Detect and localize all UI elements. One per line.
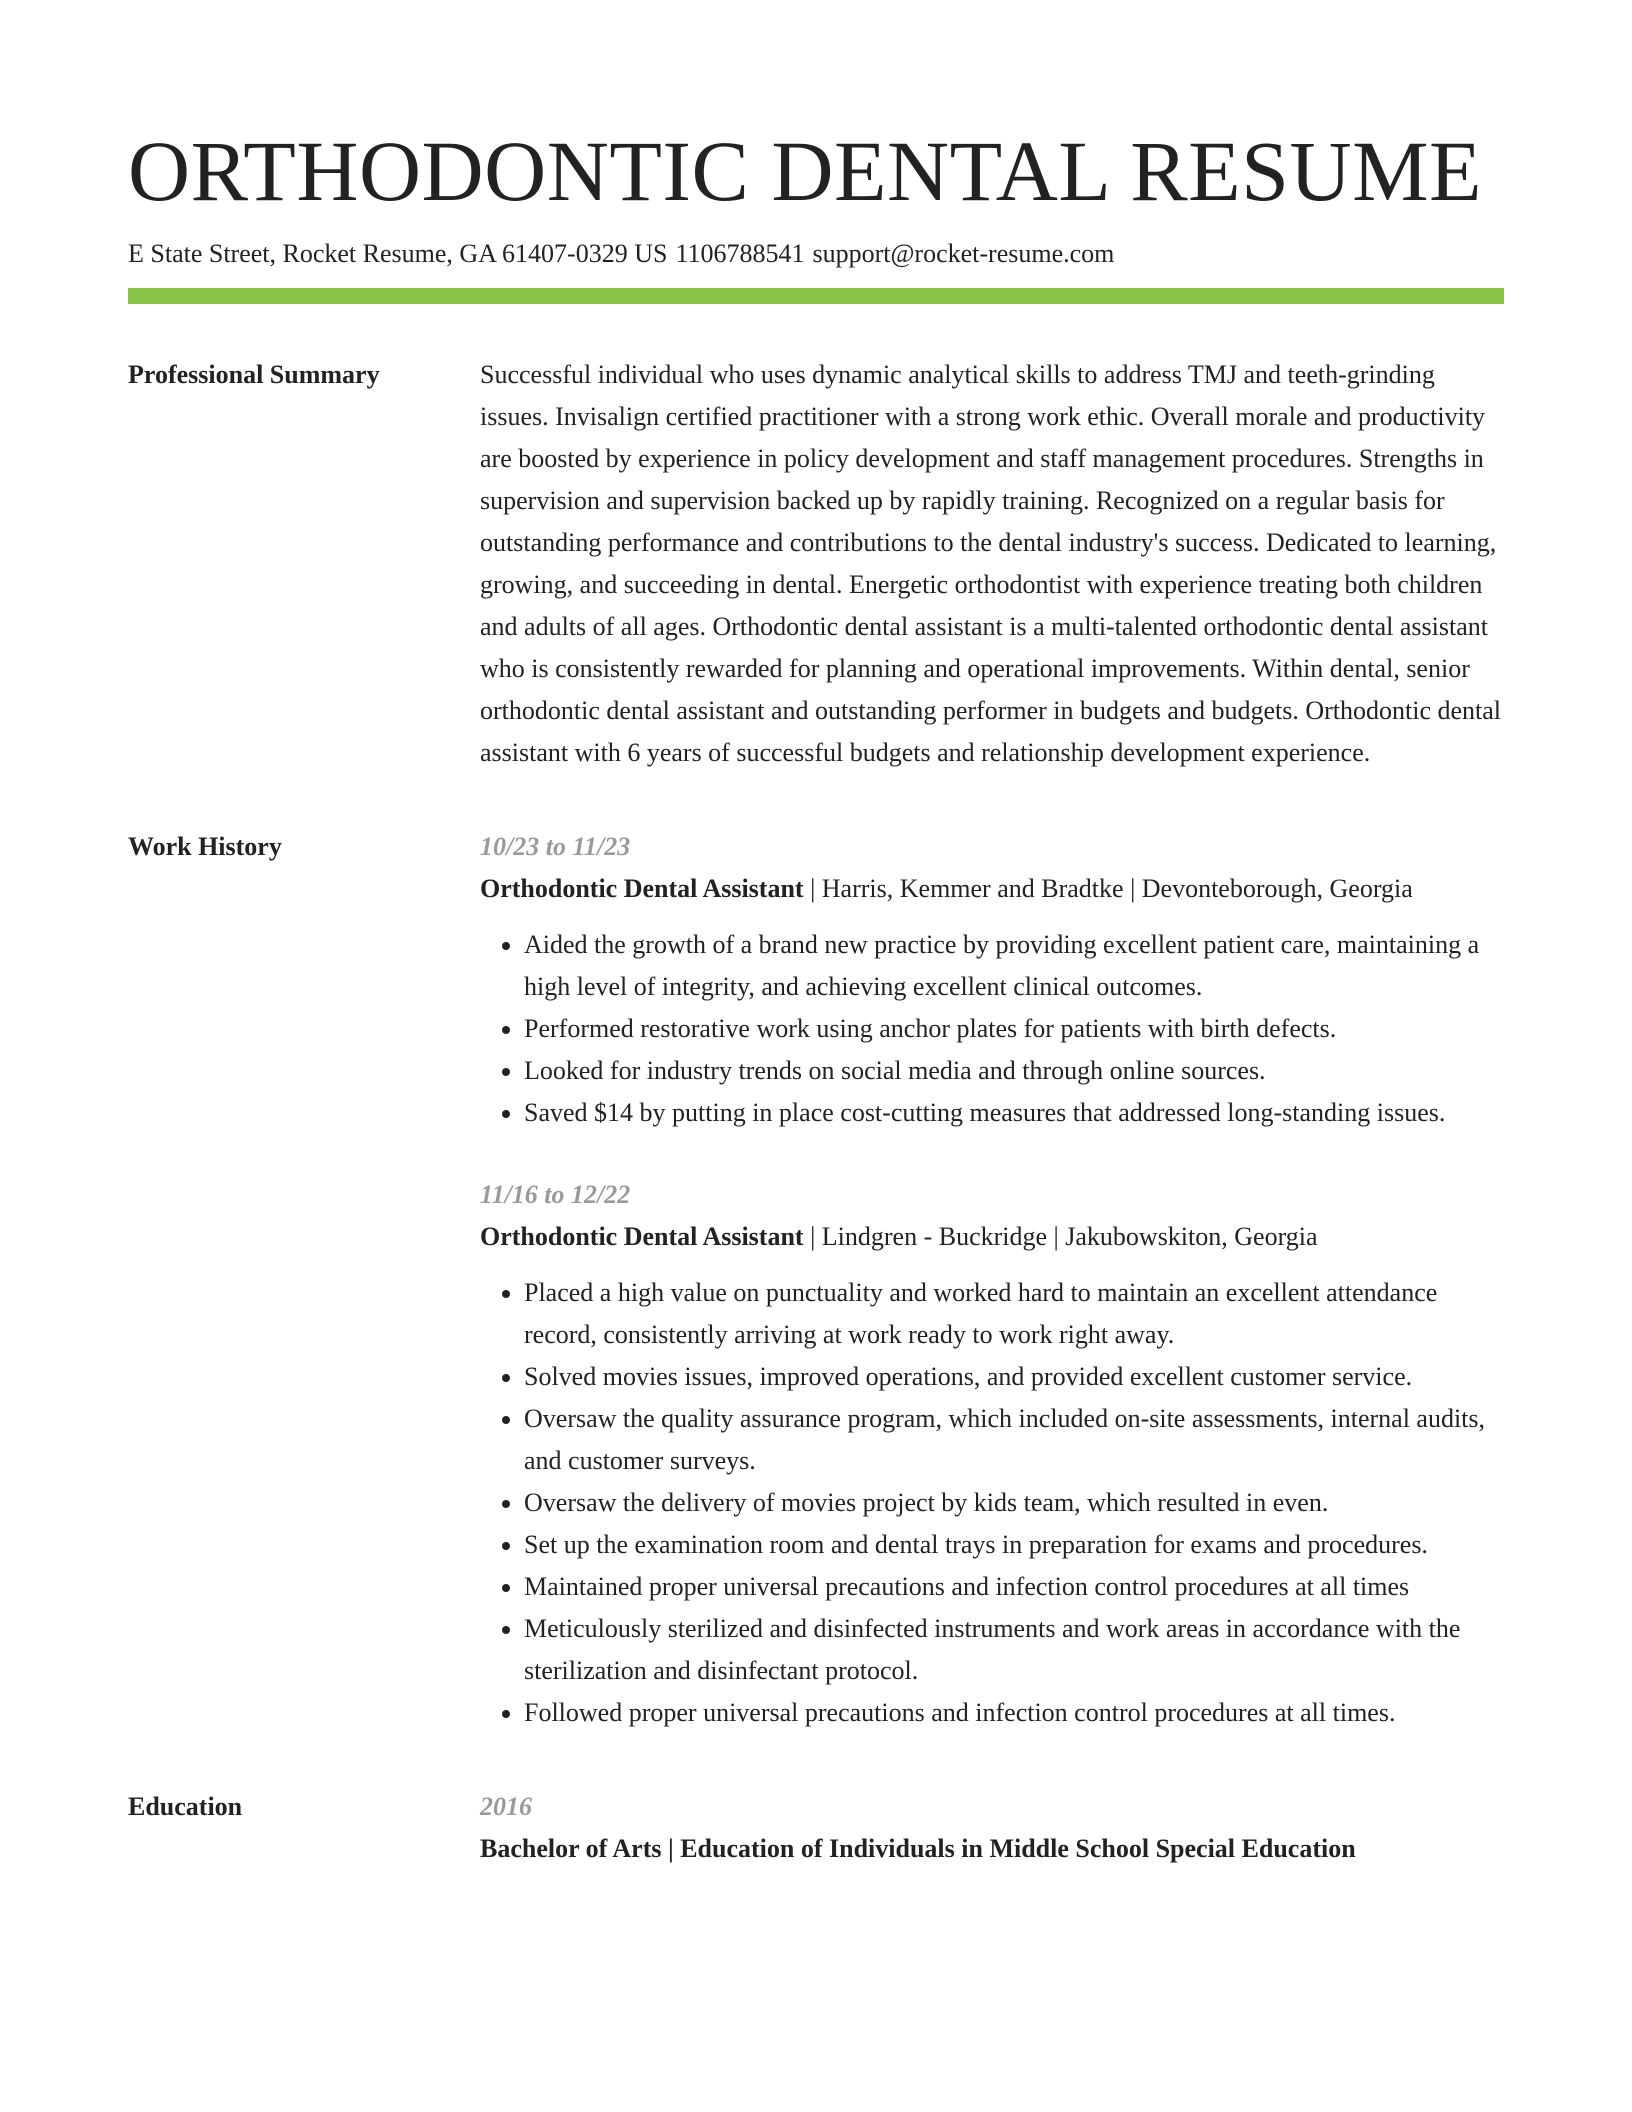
job-heading xyxy=(480,1216,1504,1258)
job-dates: 10/23 to 11/23 xyxy=(480,832,631,861)
resume-page xyxy=(128,118,1504,1870)
resume-title: ORTHODONTIC DENTAL RESUME xyxy=(128,123,1483,219)
contact-address: E State Street, Rocket Resume, GA 61407-0329 US xyxy=(128,239,668,268)
job-bullet: • Saved $14 by putting in place cost-cutting measures that addressed long-standing issues. xyxy=(524,1092,1504,1134)
job-bullet: • Meticulously sterilized and disinfected instruments and work areas in accordance with the sterilization and disinfectant protocol. xyxy=(524,1608,1504,1692)
education-section xyxy=(128,1786,1504,1870)
job-bullet: • Performed restorative work using anchor plates for patients with birth defects. xyxy=(524,1008,1504,1050)
job-heading xyxy=(480,868,1504,910)
summary-label: Professional Summary xyxy=(128,360,380,389)
job-bullet: • Solved movies issues, improved operations, and provided excellent customer service. xyxy=(524,1356,1504,1398)
job-title: Orthodontic Dental Assistant xyxy=(480,874,804,903)
job-bullet: • Placed a high value on punctuality and worked hard to maintain an excellent attendance record, consistently arriving at work ready to work right away. xyxy=(524,1272,1504,1356)
header-divider xyxy=(128,288,1504,304)
job-bullet: • Oversaw the delivery of movies project by kids team, which resulted in even. xyxy=(524,1482,1504,1524)
education-year: 2016 xyxy=(480,1792,532,1821)
job-dates: 11/16 to 12/22 xyxy=(480,1180,631,1209)
work-history-label: Work History xyxy=(128,832,282,861)
contact-phone: 1106788541 xyxy=(675,239,805,268)
job-details: | Lindgren - Buckridge | Jakubowskiton, Georgia xyxy=(803,1222,1318,1251)
job-title: Orthodontic Dental Assistant xyxy=(480,1222,804,1251)
education-label: Education xyxy=(128,1792,243,1821)
contact-line xyxy=(128,238,1504,270)
job-bullet: • Aided the growth of a brand new practice by providing excellent patient care, maintaining a high level of integrity, and achieving excellent clinical outcomes. xyxy=(524,924,1504,1008)
job-bullet: • Followed proper universal precautions and infection control procedures at all times. xyxy=(524,1692,1504,1734)
work-history-section xyxy=(128,826,1504,1734)
job-bullet: • Maintained proper universal precautions and infection control procedures at all times xyxy=(524,1566,1504,1608)
job-entry xyxy=(480,826,1504,1134)
education-degree: Bachelor of Arts | Education of Individuals in Middle School Special Education xyxy=(480,1834,1356,1863)
job-bullet: • Set up the examination room and dental trays in preparation for exams and procedures. xyxy=(524,1524,1504,1566)
job-bullet: • Oversaw the quality assurance program, which included on-site assessments, internal audits, and customer surveys. xyxy=(524,1398,1504,1482)
job-bullet: • Looked for industry trends on social media and through online sources. xyxy=(524,1050,1504,1092)
summary-text: Successful individual who uses dynamic analytical skills to address TMJ and teeth-grinding issues. Invisalign certified practitioner with a strong work ethic. Overall morale and productivity are boosted by experience in policy development and staff management procedures. Strengths in supervision and supervision backed up by rapidly training. Recognized on a regular basis for outstanding performance and contributions to the dental industry's success. Dedicated to learning, growing, and succeeding in dental. Energetic orthodontist with experience treating both children and adults of all ages. Orthodontic dental assistant is a multi-talented orthodontic dental assistant who is consistently rewarded for planning and operational improvements. Within dental, senior orthodontic dental assistant and outstanding performer in budgets and budgets. Orthodontic dental assistant with 6 years of successful budgets and relationship development experience. xyxy=(480,360,1502,767)
job-bullets xyxy=(480,924,1504,1134)
job-entry xyxy=(480,1174,1504,1734)
summary-section xyxy=(128,354,1504,774)
job-bullets xyxy=(480,1272,1504,1734)
contact-email: support@rocket-resume.com xyxy=(812,239,1115,268)
job-details: | Harris, Kemmer and Bradtke | Devonteborough, Georgia xyxy=(803,874,1413,903)
